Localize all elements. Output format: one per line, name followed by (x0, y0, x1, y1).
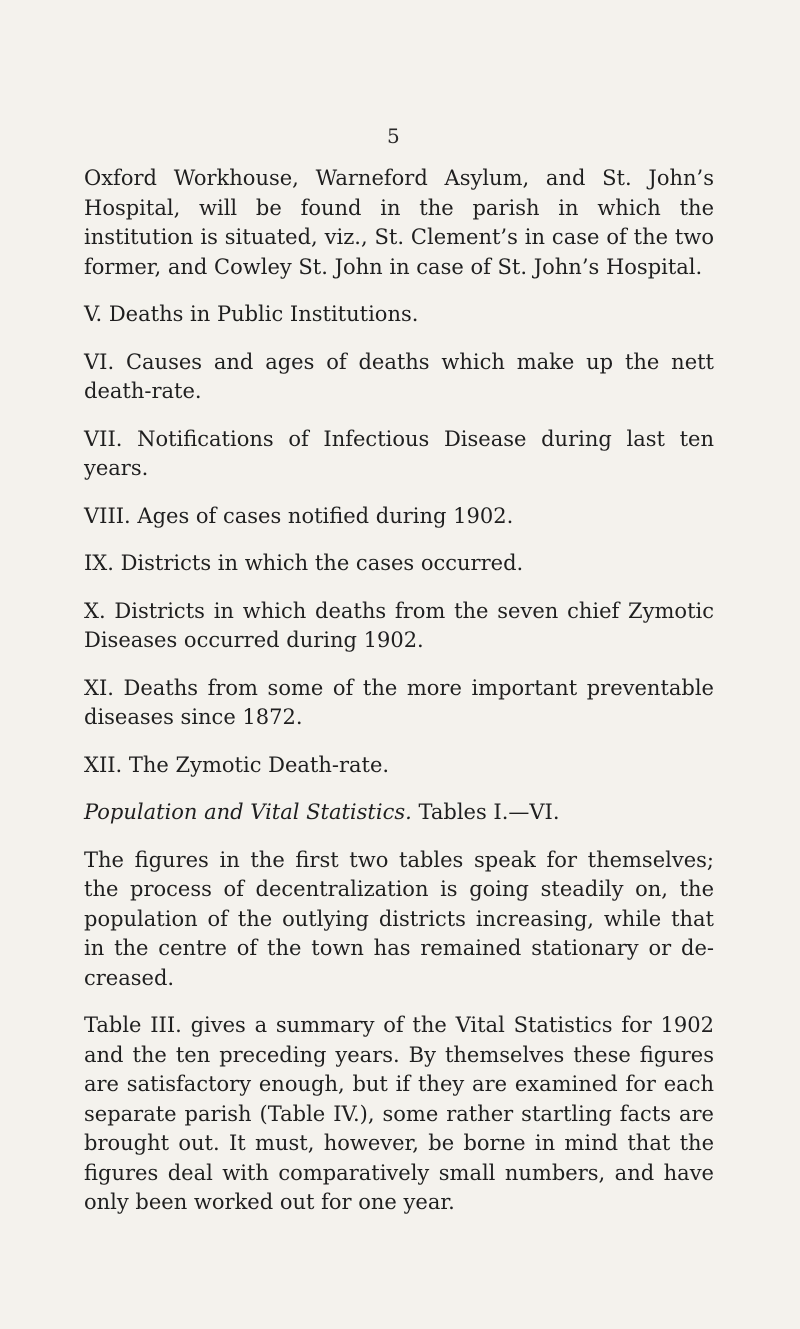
paragraph-population: The figures in the first two tables speak for themselves; the process of decentralization is going steadily on, the population of the outlying districts increasing, while that in the centre of the town has remained stationary or de-creased. (84, 847, 714, 990)
list-item-v: V. Deaths in Public Institutions. (84, 302, 419, 326)
list-item-x: X. Districts in which deaths from the seven chief Zymotic Diseases occurred during 1902. (84, 598, 714, 652)
section-heading-italic: Population and Vital Statistics. (84, 800, 412, 824)
page-number: 5 (387, 124, 400, 148)
list-item-vii: VII. Notifications of Infectious Disease during last ten years. (84, 426, 714, 480)
list-item-xii: XII. The Zymotic Death-rate. (84, 752, 390, 777)
document-body (84, 164, 714, 1236)
list-item-viii: VIII. Ages of cases notified during 1902. (84, 503, 514, 528)
list-item-vi: VI. Causes and ages of deaths which make up the nett death-rate. (84, 349, 714, 403)
intro-paragraph: Oxford Workhouse, Warneford Asylum, and St. John’s Hospital, will be found in the parish in which the institution is situated, viz., St. Clement’s in case of the two former, and Cowley St. John in case of St. John’s Hospital. (84, 166, 714, 279)
paragraph-vital-statistics: Table III. gives a summary of the Vital Statistics for 1902 and the ten preceding years. By themselves these figures are satisfactory enough, but if they are examined for each separate parish (Table IV.), some rather startling facts are brought out. It must, however, be borne in mind that the figures deal with comparatively small numbers, and have only been worked out for one year. (84, 1013, 714, 1214)
section-heading-tables: Tables I.—VI. (418, 800, 560, 824)
list-item-ix: IX. Districts in which the cases occurred. (84, 551, 524, 575)
list-item-xi: XI. Deaths from some of the more important preventable diseases since 1872. (84, 675, 714, 729)
section-heading (84, 798, 714, 828)
